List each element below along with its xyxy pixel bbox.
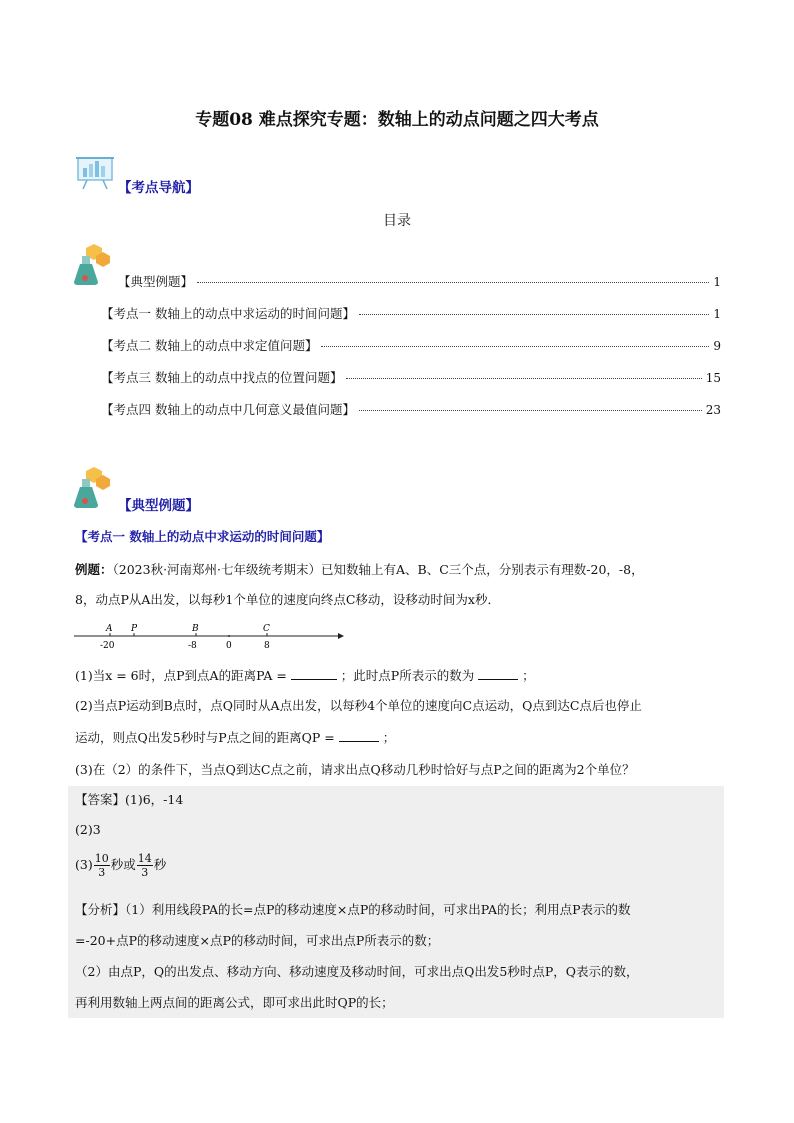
toc-item-label: 【考点三 数轴上的动点中找点的位置问题】 <box>101 370 343 385</box>
fraction <box>94 852 110 879</box>
question-text: ； <box>382 730 396 745</box>
answer-text: 秒或 <box>110 857 136 872</box>
toc-page: 1 <box>713 307 721 321</box>
page-title: 专题08 难点探究专题：数轴上的动点问题之四大考点 <box>195 110 599 130</box>
flask-icon <box>72 242 112 286</box>
toc-row[interactable] <box>101 336 721 356</box>
point-value: -20 <box>100 641 115 651</box>
point-label: A <box>106 624 113 634</box>
analysis-line-3: （2）由点P，Q的出发点、移动方向、移动速度及移动时间，可求出点Q出发5秒时点P，Q表示的数， <box>75 964 639 979</box>
fraction-denominator: 3 <box>98 866 106 879</box>
toc-title: 目录 <box>383 213 411 229</box>
question-2-line-2 <box>75 724 725 751</box>
toc-leader <box>321 346 709 347</box>
question-1 <box>75 662 725 689</box>
answer-text: (3) <box>75 857 93 872</box>
point-A <box>100 624 115 651</box>
toc-row[interactable] <box>118 272 721 292</box>
toc-row[interactable] <box>101 400 721 420</box>
answer-line-3 <box>75 852 166 879</box>
fraction <box>137 852 153 879</box>
point-C <box>263 624 270 651</box>
toc-item-label: 【考点二 数轴上的动点中求定值问题】 <box>101 338 318 353</box>
toc-row[interactable] <box>101 368 721 388</box>
example-line-2: 8，动点P从A出发，以每秒1个单位的速度向终点C移动，设移动时间为x秒． <box>75 592 500 607</box>
toc-page: 1 <box>713 275 721 289</box>
analysis-text: （1）利用线段PA的长=点P的移动速度×点P的移动时间，可求出PA的长；利用点P表示的数 <box>125 902 631 917</box>
fraction-numerator: 10 <box>94 852 109 865</box>
flask-icon <box>72 465 112 509</box>
answer-line-1 <box>75 790 183 808</box>
answer-text: (1)6，-14 <box>125 792 184 807</box>
toc-item-label: 【考点一 数轴上的动点中求运动的时间问题】 <box>101 306 355 321</box>
point-label: B <box>192 624 199 634</box>
question-text: (1)当x = 6时，点P到点A的距离PA = <box>75 668 287 683</box>
question-text: 运动，则点Q出发5秒时与P点之间的距离QP = <box>75 730 335 745</box>
point-label: P <box>131 624 138 634</box>
question-text: ；此时点P所表示的数为 <box>340 668 475 683</box>
example-text: （2023秋·河南郑州·七年级统考期末）已知数轴上有A、B、C三个点，分别表示有理数-20，-8， <box>112 562 644 577</box>
presentation-board-icon <box>75 152 117 190</box>
section-label: 【典型例题】 <box>118 498 199 514</box>
point-origin <box>226 635 232 651</box>
toc-item-label: 【典型例题】 <box>118 274 194 289</box>
point-value: -8 <box>188 641 197 651</box>
question-2-line-1: (2)当点P运动到B点时，点Q同时从A点出发，以每秒4个单位的速度向C点运动，Q点到达C点后也停止 <box>75 698 642 713</box>
fraction-denominator: 3 <box>141 866 149 879</box>
toc-item-label: 【考点四 数轴上的动点中几何意义最值问题】 <box>101 402 355 417</box>
toc-leader <box>359 314 709 315</box>
example-label: 例题： <box>75 562 113 577</box>
toc-leader <box>346 378 701 379</box>
toc-row[interactable] <box>101 304 721 324</box>
point-label: C <box>263 624 270 634</box>
answer-text: 秒 <box>153 857 167 872</box>
nav-label: 【考点导航】 <box>118 180 199 196</box>
toc-page: 23 <box>705 403 721 417</box>
answer-blank[interactable] <box>339 741 379 742</box>
point-value: 8 <box>264 641 270 651</box>
point-value: 0 <box>226 641 232 651</box>
example-line-1 <box>75 556 725 583</box>
analysis-line-4: 再利用数轴上两点间的距离公式，即可求出此时QP的长； <box>75 995 394 1010</box>
answer-line-2: (2)3 <box>75 822 101 837</box>
number-line-figure <box>72 620 352 652</box>
toc-page: 9 <box>713 339 721 353</box>
answer-blank[interactable] <box>291 679 337 680</box>
question-3: (3)在（2）的条件下，当点Q到达C点之前，请求出点Q移动几秒时恰好与点P之间的距离为2个单位？ <box>75 762 635 777</box>
analysis-line-2: =-20+点P的移动速度×点P的移动时间，可求出点P所表示的数； <box>75 933 440 948</box>
point-P <box>130 624 138 636</box>
analysis-label: 【分析】 <box>75 902 126 917</box>
answer-label: 【答案】 <box>75 792 126 807</box>
question-text: ； <box>522 668 535 683</box>
point-B <box>188 624 199 651</box>
answer-blank[interactable] <box>478 679 518 680</box>
toc-page: 15 <box>705 371 721 385</box>
toc-leader <box>197 282 709 283</box>
kaodian-heading: 【考点一 数轴上的动点中求运动的时间问题】 <box>75 529 330 544</box>
fraction-numerator: 14 <box>137 852 152 865</box>
analysis-line-1 <box>75 900 630 918</box>
toc-leader <box>359 410 702 411</box>
